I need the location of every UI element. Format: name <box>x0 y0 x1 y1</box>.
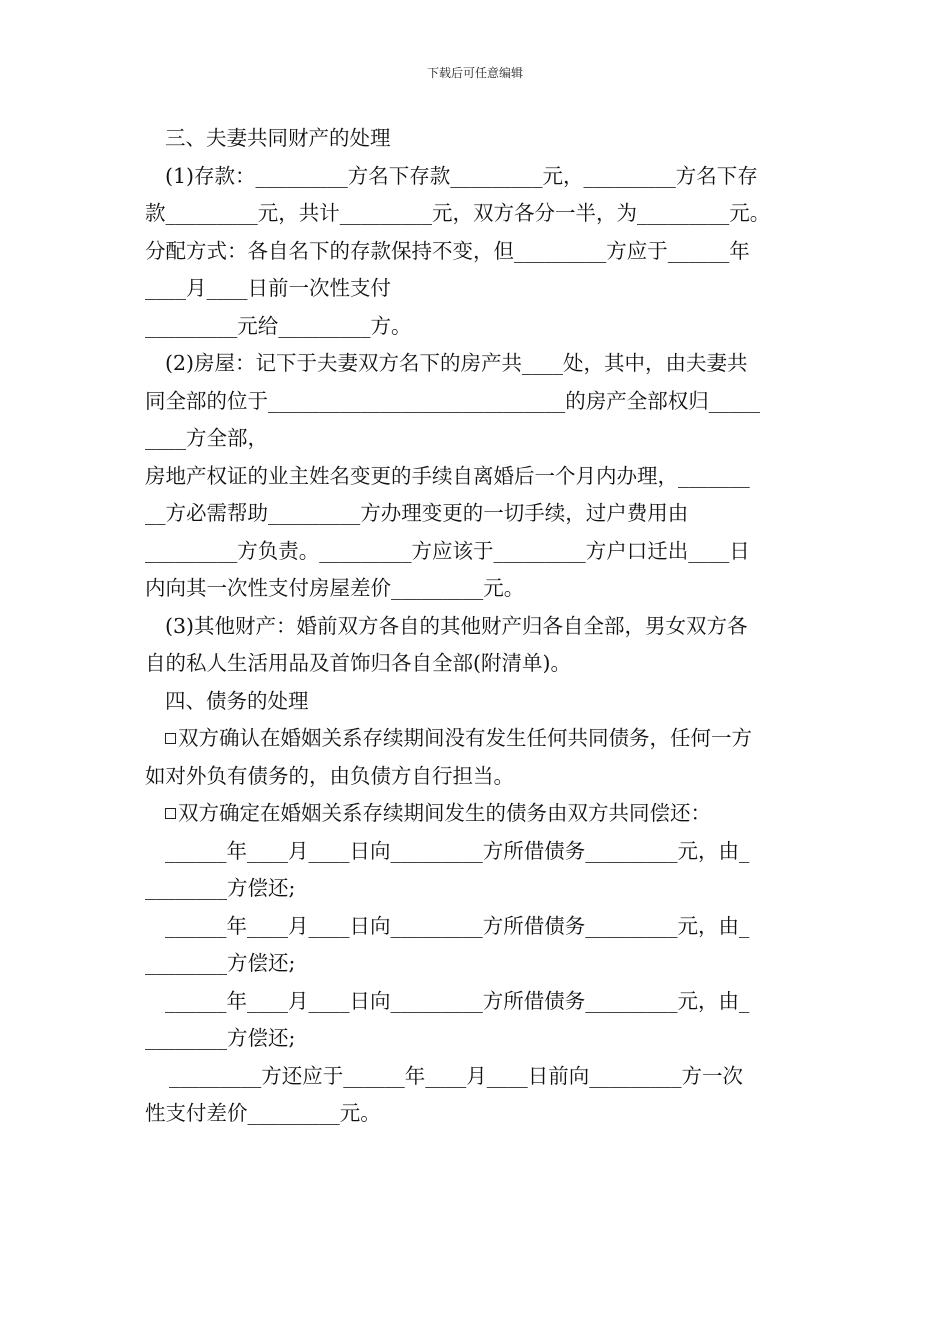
line-text: 四、债务的处理 <box>165 688 309 713</box>
text-line <box>145 270 810 308</box>
text-line <box>145 1020 810 1058</box>
text-line <box>145 1095 810 1133</box>
text-line <box>145 570 810 608</box>
line-text: ______年____月____日向_________方所借债务_________元，由_ <box>165 838 750 863</box>
line-text: ________方偿还; <box>145 951 296 975</box>
checkbox-icon[interactable] <box>165 733 176 744</box>
text-line <box>145 533 810 571</box>
text-line <box>145 945 810 983</box>
text-line <box>145 870 810 908</box>
checkbox-icon[interactable] <box>165 808 176 819</box>
text-line <box>145 495 810 533</box>
line-text: ________方偿还; <box>145 876 296 900</box>
text-line <box>145 420 810 458</box>
text-line <box>145 645 810 683</box>
line-text: ______年____月____日向_________方所借债务_________元，由_ <box>165 988 750 1013</box>
line-text: 款_________元，共计_________元，双方各分一半，为_________元。 <box>145 201 771 225</box>
line-text: (2)房屋：记下于夫妻双方名下的房产共____处，其中，由夫妻共 <box>165 351 748 375</box>
line-text: 自的私人生活用品及首饰归各自全部(附清单)。 <box>145 651 571 675</box>
line-text: ________方偿还; <box>145 1026 296 1050</box>
text-line <box>145 833 810 871</box>
text-line <box>145 983 810 1021</box>
line-text: 分配方式：各自名下的存款保持不变，但_________方应于______年 <box>145 238 750 263</box>
line-text: __方必需帮助_________方办理变更的一切手续，过户费用由 <box>145 501 689 525</box>
text-line <box>145 383 810 421</box>
line-text: _________方负责。_________方应该于_________方户口迁出____日 <box>145 538 750 563</box>
text-line <box>145 120 810 158</box>
line-text: 内向其一次性支付房屋差价_________元。 <box>145 576 525 600</box>
text-line <box>145 608 810 646</box>
line-text: ____方全部， <box>145 426 268 450</box>
text-line <box>145 345 810 383</box>
text-line <box>145 458 810 496</box>
line-text: (1)存款：_________方名下存款_________元，_________方名下存 <box>165 163 758 188</box>
line-text: 同全部的位于_____________________________的房产全部权归_____ <box>145 388 760 413</box>
line-text: 房地产权证的业主姓名变更的手续自离婚后一个月内办理，_______ <box>145 463 750 488</box>
text-line <box>145 908 810 946</box>
document-body <box>145 120 810 1133</box>
line-text: _________方还应于______年____月____日前向_________方一次 <box>169 1063 743 1088</box>
text-line <box>145 158 810 196</box>
line-text: 如对外负有债务的，由负债方自行担当。 <box>145 763 514 788</box>
text-line <box>145 308 810 346</box>
text-line <box>145 758 810 796</box>
text-line <box>145 683 810 721</box>
line-text: 三、夫妻共同财产的处理 <box>165 126 391 150</box>
text-line <box>145 1058 810 1096</box>
line-text: ____月____日前一次性支付 <box>145 276 391 300</box>
page-header: 下载后可任意编辑 <box>426 66 523 80</box>
text-line <box>145 795 810 833</box>
line-text: (3)其他财产：婚前双方各自的其他财产归各自全部，男女双方各 <box>165 613 748 638</box>
text-line <box>145 720 810 758</box>
line-text: 双方确定在婚姻关系存续期间发生的债务由双方共同偿还： <box>178 801 711 825</box>
text-line <box>145 195 810 233</box>
line-text: _________元给_________方。 <box>145 313 412 338</box>
line-text: ______年____月____日向_________方所借债务_________元，由_ <box>165 913 750 938</box>
line-text: 性支付差价_________元。 <box>145 1101 381 1125</box>
text-line <box>145 233 810 271</box>
line-text: 双方确认在婚姻关系存续期间没有发生任何共同债务，任何一方 <box>178 726 752 750</box>
